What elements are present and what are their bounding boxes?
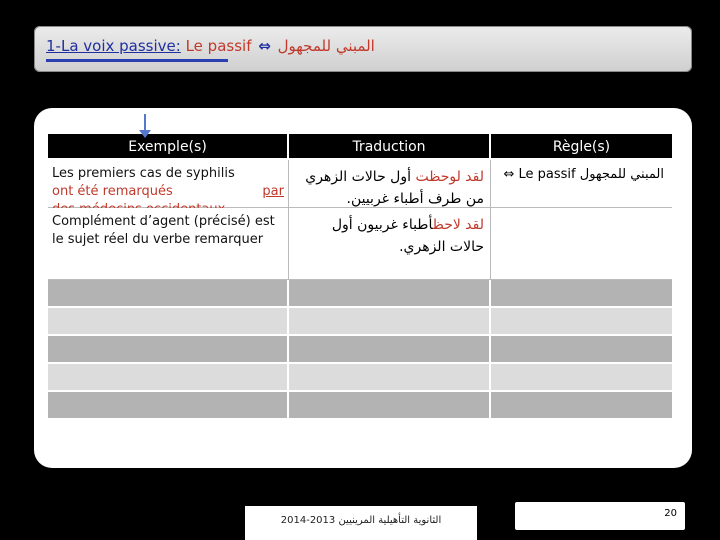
rule-cell (491, 160, 672, 208)
empty-cell (48, 364, 289, 392)
footer-text: الثانوية التأهيلية المرينيين 2013-2014 (280, 515, 442, 526)
table-row (48, 160, 672, 208)
empty-cell (48, 392, 289, 420)
example-line-2 (52, 183, 284, 201)
empty-cell (491, 336, 672, 364)
page-number: 20 (664, 508, 677, 519)
rule-fr: Le passif (518, 167, 576, 182)
translation-verb: لقد لوحظت (415, 169, 484, 185)
table-row (48, 392, 672, 420)
title-fr-term: Le passif (185, 37, 252, 55)
translation-line-1 (295, 166, 484, 188)
double-arrow-icon: ⇔ (258, 37, 271, 55)
passive-verb: ont été remarqués (52, 184, 173, 199)
rule-cell-empty (491, 208, 672, 280)
empty-cell (289, 392, 491, 420)
empty-cell (491, 308, 672, 336)
translation-cell (289, 160, 491, 208)
empty-cell (48, 308, 289, 336)
empty-cell (48, 336, 289, 364)
empty-cell (289, 280, 491, 308)
title-underline (46, 59, 228, 62)
header-translation: Traduction (289, 134, 491, 160)
content-panel (34, 108, 692, 468)
agent-preposition: par (262, 184, 284, 199)
empty-cell (491, 392, 672, 420)
title-main: 1-La voix passive: (46, 37, 181, 55)
table-row (48, 280, 672, 308)
empty-cell (289, 336, 491, 364)
translation-rest: أطباء غربيون أول (331, 217, 433, 233)
translation-verb: لقد لاحظ (432, 217, 484, 233)
header-rules: Règle(s) (491, 134, 672, 160)
rule-ar: المبني للمجهول (579, 167, 664, 182)
empty-cell (289, 308, 491, 336)
title-bar (34, 26, 692, 72)
table-row (48, 308, 672, 336)
table-row (48, 336, 672, 364)
table-row (48, 208, 672, 280)
pointer-arrow-head-icon (139, 130, 151, 138)
empty-cell (289, 364, 491, 392)
example-line-1: Les premiers cas de syphilis (52, 166, 235, 181)
title-ar-term: المبني للمجهول (277, 37, 375, 55)
translation-line-2: حالات الزهري. (399, 239, 484, 255)
example-cell: Complément d’agent (précisé) est le sujet réel du verbe remarquer (48, 208, 289, 280)
translation-line-1 (295, 214, 484, 236)
double-arrow-icon: ⇔ (503, 167, 515, 182)
example-cell (48, 160, 289, 208)
empty-cell (491, 280, 672, 308)
translation-rest: أول حالات الزهري (305, 169, 412, 185)
empty-cell (491, 364, 672, 392)
empty-cell (48, 280, 289, 308)
translation-line-2: من طرف أطباء غربيين. (346, 191, 484, 207)
page-number-box (515, 502, 685, 530)
grammar-table (48, 134, 672, 420)
header-examples: Exemple(s) (48, 134, 289, 160)
translation-cell (289, 208, 491, 280)
slide-title (46, 37, 375, 55)
footer-box (245, 506, 477, 540)
table-row (48, 364, 672, 392)
